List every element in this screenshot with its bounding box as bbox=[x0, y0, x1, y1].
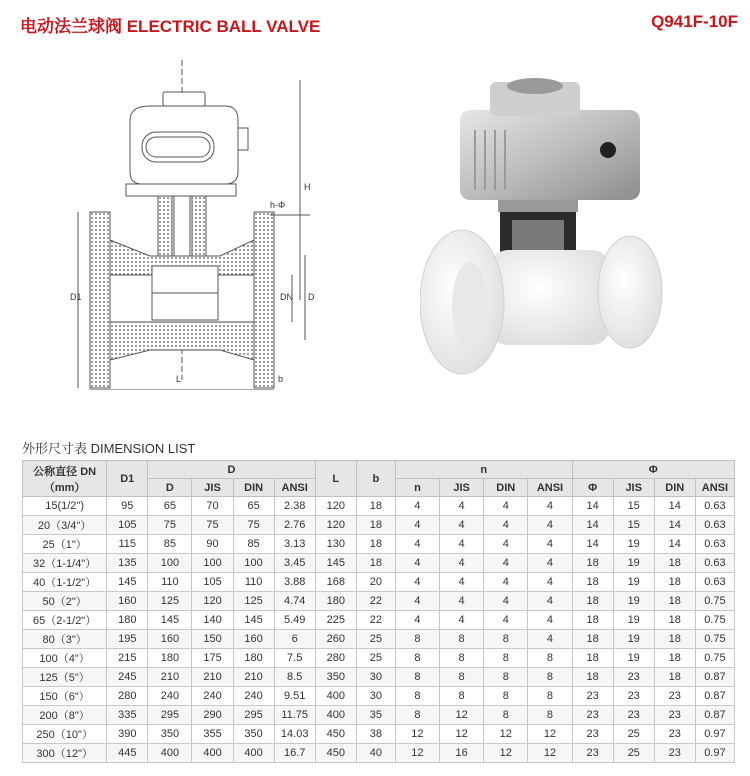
table-cell: 4 bbox=[395, 554, 439, 573]
table-cell: 195 bbox=[107, 630, 148, 649]
table-cell: 260 bbox=[315, 630, 356, 649]
table-body bbox=[23, 497, 735, 763]
table-cell: 8 bbox=[440, 630, 484, 649]
dn-cell: 15(1/2") bbox=[23, 497, 107, 516]
table-cell: 8 bbox=[484, 706, 528, 725]
table-cell: 18 bbox=[654, 649, 695, 668]
table-cell: 18 bbox=[572, 611, 613, 630]
sub-header: JIS bbox=[613, 479, 654, 497]
table-cell: 105 bbox=[192, 573, 233, 592]
table-cell: 4 bbox=[528, 535, 572, 554]
table-cell: 400 bbox=[315, 687, 356, 706]
table-cell: 18 bbox=[654, 630, 695, 649]
table-cell: 240 bbox=[192, 687, 233, 706]
table-cell: 23 bbox=[572, 744, 613, 763]
table-cell: 0.63 bbox=[695, 535, 734, 554]
dn-cell: 150（6"） bbox=[23, 687, 107, 706]
table-cell: 16 bbox=[440, 744, 484, 763]
table-cell: 115 bbox=[107, 535, 148, 554]
table-cell: 350 bbox=[233, 725, 274, 744]
table-cell: 14 bbox=[572, 535, 613, 554]
page-title: 电动法兰球阀 ELECTRIC BALL VALVE bbox=[20, 17, 321, 36]
header-d: D bbox=[148, 461, 315, 479]
table-cell: 0.87 bbox=[695, 706, 734, 725]
table-cell: 8 bbox=[395, 630, 439, 649]
table-cell: 14 bbox=[654, 497, 695, 516]
table-cell: 12 bbox=[440, 706, 484, 725]
table-cell: 19 bbox=[613, 630, 654, 649]
table-row bbox=[23, 687, 735, 706]
table-cell: 8 bbox=[395, 668, 439, 687]
sub-header: D bbox=[148, 479, 192, 497]
table-cell: 18 bbox=[572, 630, 613, 649]
table-cell: 450 bbox=[315, 744, 356, 763]
table-cell: 180 bbox=[315, 592, 356, 611]
table-cell: 4.74 bbox=[274, 592, 315, 611]
table-cell: 19 bbox=[613, 554, 654, 573]
table-row bbox=[23, 725, 735, 744]
table-cell: 85 bbox=[148, 535, 192, 554]
table-cell: 4 bbox=[528, 554, 572, 573]
table-cell: 4 bbox=[528, 630, 572, 649]
table-cell: 4 bbox=[528, 592, 572, 611]
table-cell: 0.63 bbox=[695, 516, 734, 535]
table-cell: 8 bbox=[484, 649, 528, 668]
table-cell: 0.63 bbox=[695, 497, 734, 516]
table-cell: 4 bbox=[440, 497, 484, 516]
table-cell: 9.51 bbox=[274, 687, 315, 706]
sub-header: ANSI bbox=[695, 479, 734, 497]
table-cell: 75 bbox=[192, 516, 233, 535]
table-cell: 105 bbox=[107, 516, 148, 535]
table-cell: 175 bbox=[192, 649, 233, 668]
table-cell: 168 bbox=[315, 573, 356, 592]
table-cell: 160 bbox=[148, 630, 192, 649]
table-cell: 23 bbox=[572, 725, 613, 744]
table-cell: 225 bbox=[315, 611, 356, 630]
dn-cell: 125（5"） bbox=[23, 668, 107, 687]
table-cell: 18 bbox=[572, 668, 613, 687]
table-row bbox=[23, 744, 735, 763]
sub-header: DIN bbox=[233, 479, 274, 497]
header-d1: D1 bbox=[107, 461, 148, 497]
table-cell: 23 bbox=[654, 744, 695, 763]
sub-header: n bbox=[395, 479, 439, 497]
table-cell: 12 bbox=[528, 744, 572, 763]
table-cell: 4 bbox=[484, 535, 528, 554]
table-cell: 25 bbox=[356, 649, 395, 668]
table-cell: 4 bbox=[440, 535, 484, 554]
table-cell: 140 bbox=[192, 611, 233, 630]
table-cell: 6 bbox=[274, 630, 315, 649]
table-cell: 18 bbox=[356, 535, 395, 554]
table-cell: 0.87 bbox=[695, 687, 734, 706]
table-cell: 145 bbox=[233, 611, 274, 630]
table-cell: 20 bbox=[356, 573, 395, 592]
table-cell: 75 bbox=[148, 516, 192, 535]
table-cell: 12 bbox=[484, 744, 528, 763]
table-cell: 23 bbox=[654, 725, 695, 744]
table-cell: 15 bbox=[613, 516, 654, 535]
table-cell: 12 bbox=[528, 725, 572, 744]
table-cell: 2.38 bbox=[274, 497, 315, 516]
table-row bbox=[23, 535, 735, 554]
table-cell: 18 bbox=[572, 592, 613, 611]
table-cell: 120 bbox=[192, 592, 233, 611]
table-row bbox=[23, 497, 735, 516]
label-DN: DN bbox=[280, 292, 293, 302]
table-cell: 18 bbox=[654, 592, 695, 611]
table-cell: 240 bbox=[148, 687, 192, 706]
table-cell: 110 bbox=[148, 573, 192, 592]
table-cell: 14 bbox=[572, 497, 613, 516]
table-cell: 14.03 bbox=[274, 725, 315, 744]
dn-cell: 50（2"） bbox=[23, 592, 107, 611]
table-cell: 4 bbox=[395, 573, 439, 592]
table-cell: 280 bbox=[107, 687, 148, 706]
table-cell: 400 bbox=[315, 706, 356, 725]
table-cell: 18 bbox=[654, 668, 695, 687]
table-cell: 145 bbox=[315, 554, 356, 573]
table-cell: 18 bbox=[572, 554, 613, 573]
table-cell: 3.45 bbox=[274, 554, 315, 573]
table-cell: 7.5 bbox=[274, 649, 315, 668]
table-cell: 400 bbox=[233, 744, 274, 763]
table-cell: 295 bbox=[233, 706, 274, 725]
table-cell: 12 bbox=[484, 725, 528, 744]
table-cell: 18 bbox=[654, 573, 695, 592]
label-D1: D1 bbox=[70, 292, 82, 302]
table-cell: 4 bbox=[395, 516, 439, 535]
table-cell: 19 bbox=[613, 535, 654, 554]
sub-header: Φ bbox=[572, 479, 613, 497]
table-cell: 215 bbox=[107, 649, 148, 668]
table-cell: 19 bbox=[613, 611, 654, 630]
valve-photo bbox=[420, 70, 700, 400]
table-cell: 18 bbox=[356, 516, 395, 535]
table-cell: 8 bbox=[528, 687, 572, 706]
table-cell: 85 bbox=[233, 535, 274, 554]
table-cell: 0.75 bbox=[695, 649, 734, 668]
dn-cell: 100（4"） bbox=[23, 649, 107, 668]
table-cell: 40 bbox=[356, 744, 395, 763]
table-cell: 390 bbox=[107, 725, 148, 744]
table-cell: 210 bbox=[148, 668, 192, 687]
table-cell: 22 bbox=[356, 611, 395, 630]
table-row bbox=[23, 573, 735, 592]
table-cell: 400 bbox=[148, 744, 192, 763]
header-n: n bbox=[395, 461, 572, 479]
table-cell: 210 bbox=[233, 668, 274, 687]
table-cell: 16.7 bbox=[274, 744, 315, 763]
table-cell: 4 bbox=[440, 611, 484, 630]
table-cell: 65 bbox=[148, 497, 192, 516]
table-cell: 100 bbox=[233, 554, 274, 573]
table-cell: 0.63 bbox=[695, 554, 734, 573]
table-cell: 23 bbox=[613, 668, 654, 687]
table-row bbox=[23, 630, 735, 649]
table-cell: 0.87 bbox=[695, 668, 734, 687]
table-cell: 4 bbox=[440, 573, 484, 592]
table-cell: 400 bbox=[192, 744, 233, 763]
table-row bbox=[23, 706, 735, 725]
table-cell: 4 bbox=[484, 611, 528, 630]
table-cell: 18 bbox=[356, 497, 395, 516]
dimension-list-title: 外形尺寸表 DIMENSION LIST bbox=[22, 441, 196, 456]
table-cell: 12 bbox=[395, 744, 439, 763]
table-cell: 65 bbox=[233, 497, 274, 516]
table-row bbox=[23, 649, 735, 668]
table-cell: 8 bbox=[440, 649, 484, 668]
table-cell: 8 bbox=[528, 649, 572, 668]
table-cell: 100 bbox=[192, 554, 233, 573]
table-row bbox=[23, 554, 735, 573]
table-cell: 25 bbox=[613, 744, 654, 763]
table-cell: 70 bbox=[192, 497, 233, 516]
table-cell: 35 bbox=[356, 706, 395, 725]
table-cell: 75 bbox=[233, 516, 274, 535]
table-cell: 135 bbox=[107, 554, 148, 573]
table-row bbox=[23, 516, 735, 535]
table-cell: 38 bbox=[356, 725, 395, 744]
table-cell: 12 bbox=[395, 725, 439, 744]
table-cell: 23 bbox=[654, 687, 695, 706]
table-cell: 14 bbox=[654, 516, 695, 535]
table-cell: 18 bbox=[572, 649, 613, 668]
label-H: H bbox=[304, 182, 311, 192]
table-cell: 23 bbox=[613, 687, 654, 706]
table-cell: 95 bbox=[107, 497, 148, 516]
table-cell: 8 bbox=[484, 630, 528, 649]
table-cell: 5.49 bbox=[274, 611, 315, 630]
table-cell: 3.13 bbox=[274, 535, 315, 554]
table-cell: 14 bbox=[572, 516, 613, 535]
table-cell: 4 bbox=[440, 592, 484, 611]
table-cell: 4 bbox=[484, 554, 528, 573]
table-cell: 4 bbox=[528, 573, 572, 592]
table-cell: 335 bbox=[107, 706, 148, 725]
table-cell: 18 bbox=[654, 554, 695, 573]
label-b: b bbox=[278, 374, 284, 384]
table-cell: 8 bbox=[395, 706, 439, 725]
table-cell: 4 bbox=[484, 516, 528, 535]
table-cell: 4 bbox=[528, 611, 572, 630]
label-h-phi: h-Φ bbox=[270, 200, 286, 210]
dn-cell: 20（3/4"） bbox=[23, 516, 107, 535]
dn-cell: 80（3"） bbox=[23, 630, 107, 649]
sub-header: JIS bbox=[440, 479, 484, 497]
table-cell: 180 bbox=[233, 649, 274, 668]
dn-cell: 32（1-1/4"） bbox=[23, 554, 107, 573]
table-cell: 11.75 bbox=[274, 706, 315, 725]
dimension-table bbox=[22, 460, 735, 763]
table-cell: 180 bbox=[107, 611, 148, 630]
table-cell: 240 bbox=[233, 687, 274, 706]
table-cell: 8 bbox=[395, 649, 439, 668]
table-cell: 8.5 bbox=[274, 668, 315, 687]
table-cell: 4 bbox=[395, 611, 439, 630]
table-cell: 4 bbox=[528, 497, 572, 516]
table-cell: 8 bbox=[528, 668, 572, 687]
table-row bbox=[23, 592, 735, 611]
table-cell: 4 bbox=[484, 573, 528, 592]
table-cell: 355 bbox=[192, 725, 233, 744]
table-cell: 0.63 bbox=[695, 573, 734, 592]
table-row bbox=[23, 611, 735, 630]
table-cell: 280 bbox=[315, 649, 356, 668]
dn-cell: 250（10"） bbox=[23, 725, 107, 744]
table-cell: 245 bbox=[107, 668, 148, 687]
table-cell: 8 bbox=[484, 668, 528, 687]
table-cell: 145 bbox=[148, 611, 192, 630]
table-cell: 18 bbox=[654, 611, 695, 630]
header-l: L bbox=[315, 461, 356, 497]
table-cell: 18 bbox=[572, 573, 613, 592]
sub-header: ANSI bbox=[274, 479, 315, 497]
table-cell: 4 bbox=[440, 516, 484, 535]
sub-header: JIS bbox=[192, 479, 233, 497]
table-cell: 3.88 bbox=[274, 573, 315, 592]
table-cell: 4 bbox=[395, 497, 439, 516]
header-b: b bbox=[356, 461, 395, 497]
table-cell: 8 bbox=[440, 668, 484, 687]
table-cell: 145 bbox=[107, 573, 148, 592]
table-cell: 450 bbox=[315, 725, 356, 744]
table-cell: 23 bbox=[613, 706, 654, 725]
table-cell: 8 bbox=[528, 706, 572, 725]
table-cell: 120 bbox=[315, 497, 356, 516]
table-cell: 90 bbox=[192, 535, 233, 554]
table-cell: 0.75 bbox=[695, 630, 734, 649]
table-cell: 160 bbox=[233, 630, 274, 649]
header-phi: Φ bbox=[572, 461, 734, 479]
table-cell: 23 bbox=[654, 706, 695, 725]
header-dn: 公称直径 DN（mm） bbox=[23, 461, 107, 497]
table-row bbox=[23, 668, 735, 687]
table-cell: 8 bbox=[395, 687, 439, 706]
label-D: D bbox=[308, 292, 315, 302]
technical-drawing bbox=[70, 60, 330, 390]
table-cell: 120 bbox=[315, 516, 356, 535]
table-cell: 100 bbox=[148, 554, 192, 573]
dn-cell: 300（12"） bbox=[23, 744, 107, 763]
table-cell: 23 bbox=[572, 706, 613, 725]
table-cell: 180 bbox=[148, 649, 192, 668]
table-cell: 4 bbox=[395, 535, 439, 554]
sub-header: DIN bbox=[484, 479, 528, 497]
table-cell: 30 bbox=[356, 668, 395, 687]
label-L: L bbox=[176, 374, 182, 384]
table-cell: 350 bbox=[148, 725, 192, 744]
table-cell: 4 bbox=[440, 554, 484, 573]
dn-cell: 25（1"） bbox=[23, 535, 107, 554]
table-cell: 22 bbox=[356, 592, 395, 611]
table-cell: 8 bbox=[440, 687, 484, 706]
table-cell: 30 bbox=[356, 687, 395, 706]
table-cell: 25 bbox=[613, 725, 654, 744]
table-cell: 4 bbox=[528, 516, 572, 535]
table-cell: 0.97 bbox=[695, 744, 734, 763]
table-cell: 19 bbox=[613, 573, 654, 592]
dn-cell: 200（8"） bbox=[23, 706, 107, 725]
model-number: Q941F-10F bbox=[651, 12, 738, 31]
table-cell: 19 bbox=[613, 592, 654, 611]
table-cell: 4 bbox=[484, 592, 528, 611]
table-cell: 4 bbox=[484, 497, 528, 516]
table-cell: 0.97 bbox=[695, 725, 734, 744]
table-cell: 25 bbox=[356, 630, 395, 649]
table-cell: 2.76 bbox=[274, 516, 315, 535]
table-cell: 160 bbox=[107, 592, 148, 611]
table-cell: 290 bbox=[192, 706, 233, 725]
dn-cell: 40（1-1/2"） bbox=[23, 573, 107, 592]
table-cell: 210 bbox=[192, 668, 233, 687]
table-cell: 125 bbox=[148, 592, 192, 611]
table-cell: 0.75 bbox=[695, 611, 734, 630]
sub-header: DIN bbox=[654, 479, 695, 497]
table-cell: 23 bbox=[572, 687, 613, 706]
table-cell: 295 bbox=[148, 706, 192, 725]
table-cell: 445 bbox=[107, 744, 148, 763]
table-cell: 0.75 bbox=[695, 592, 734, 611]
table-cell: 14 bbox=[654, 535, 695, 554]
dn-cell: 65（2-1/2"） bbox=[23, 611, 107, 630]
table-cell: 350 bbox=[315, 668, 356, 687]
table-cell: 150 bbox=[192, 630, 233, 649]
table-cell: 125 bbox=[233, 592, 274, 611]
table-cell: 19 bbox=[613, 649, 654, 668]
table-cell: 12 bbox=[440, 725, 484, 744]
table-cell: 8 bbox=[484, 687, 528, 706]
table-cell: 18 bbox=[356, 554, 395, 573]
table-cell: 110 bbox=[233, 573, 274, 592]
table-cell: 15 bbox=[613, 497, 654, 516]
sub-header: ANSI bbox=[528, 479, 572, 497]
table-cell: 130 bbox=[315, 535, 356, 554]
table-cell: 4 bbox=[395, 592, 439, 611]
